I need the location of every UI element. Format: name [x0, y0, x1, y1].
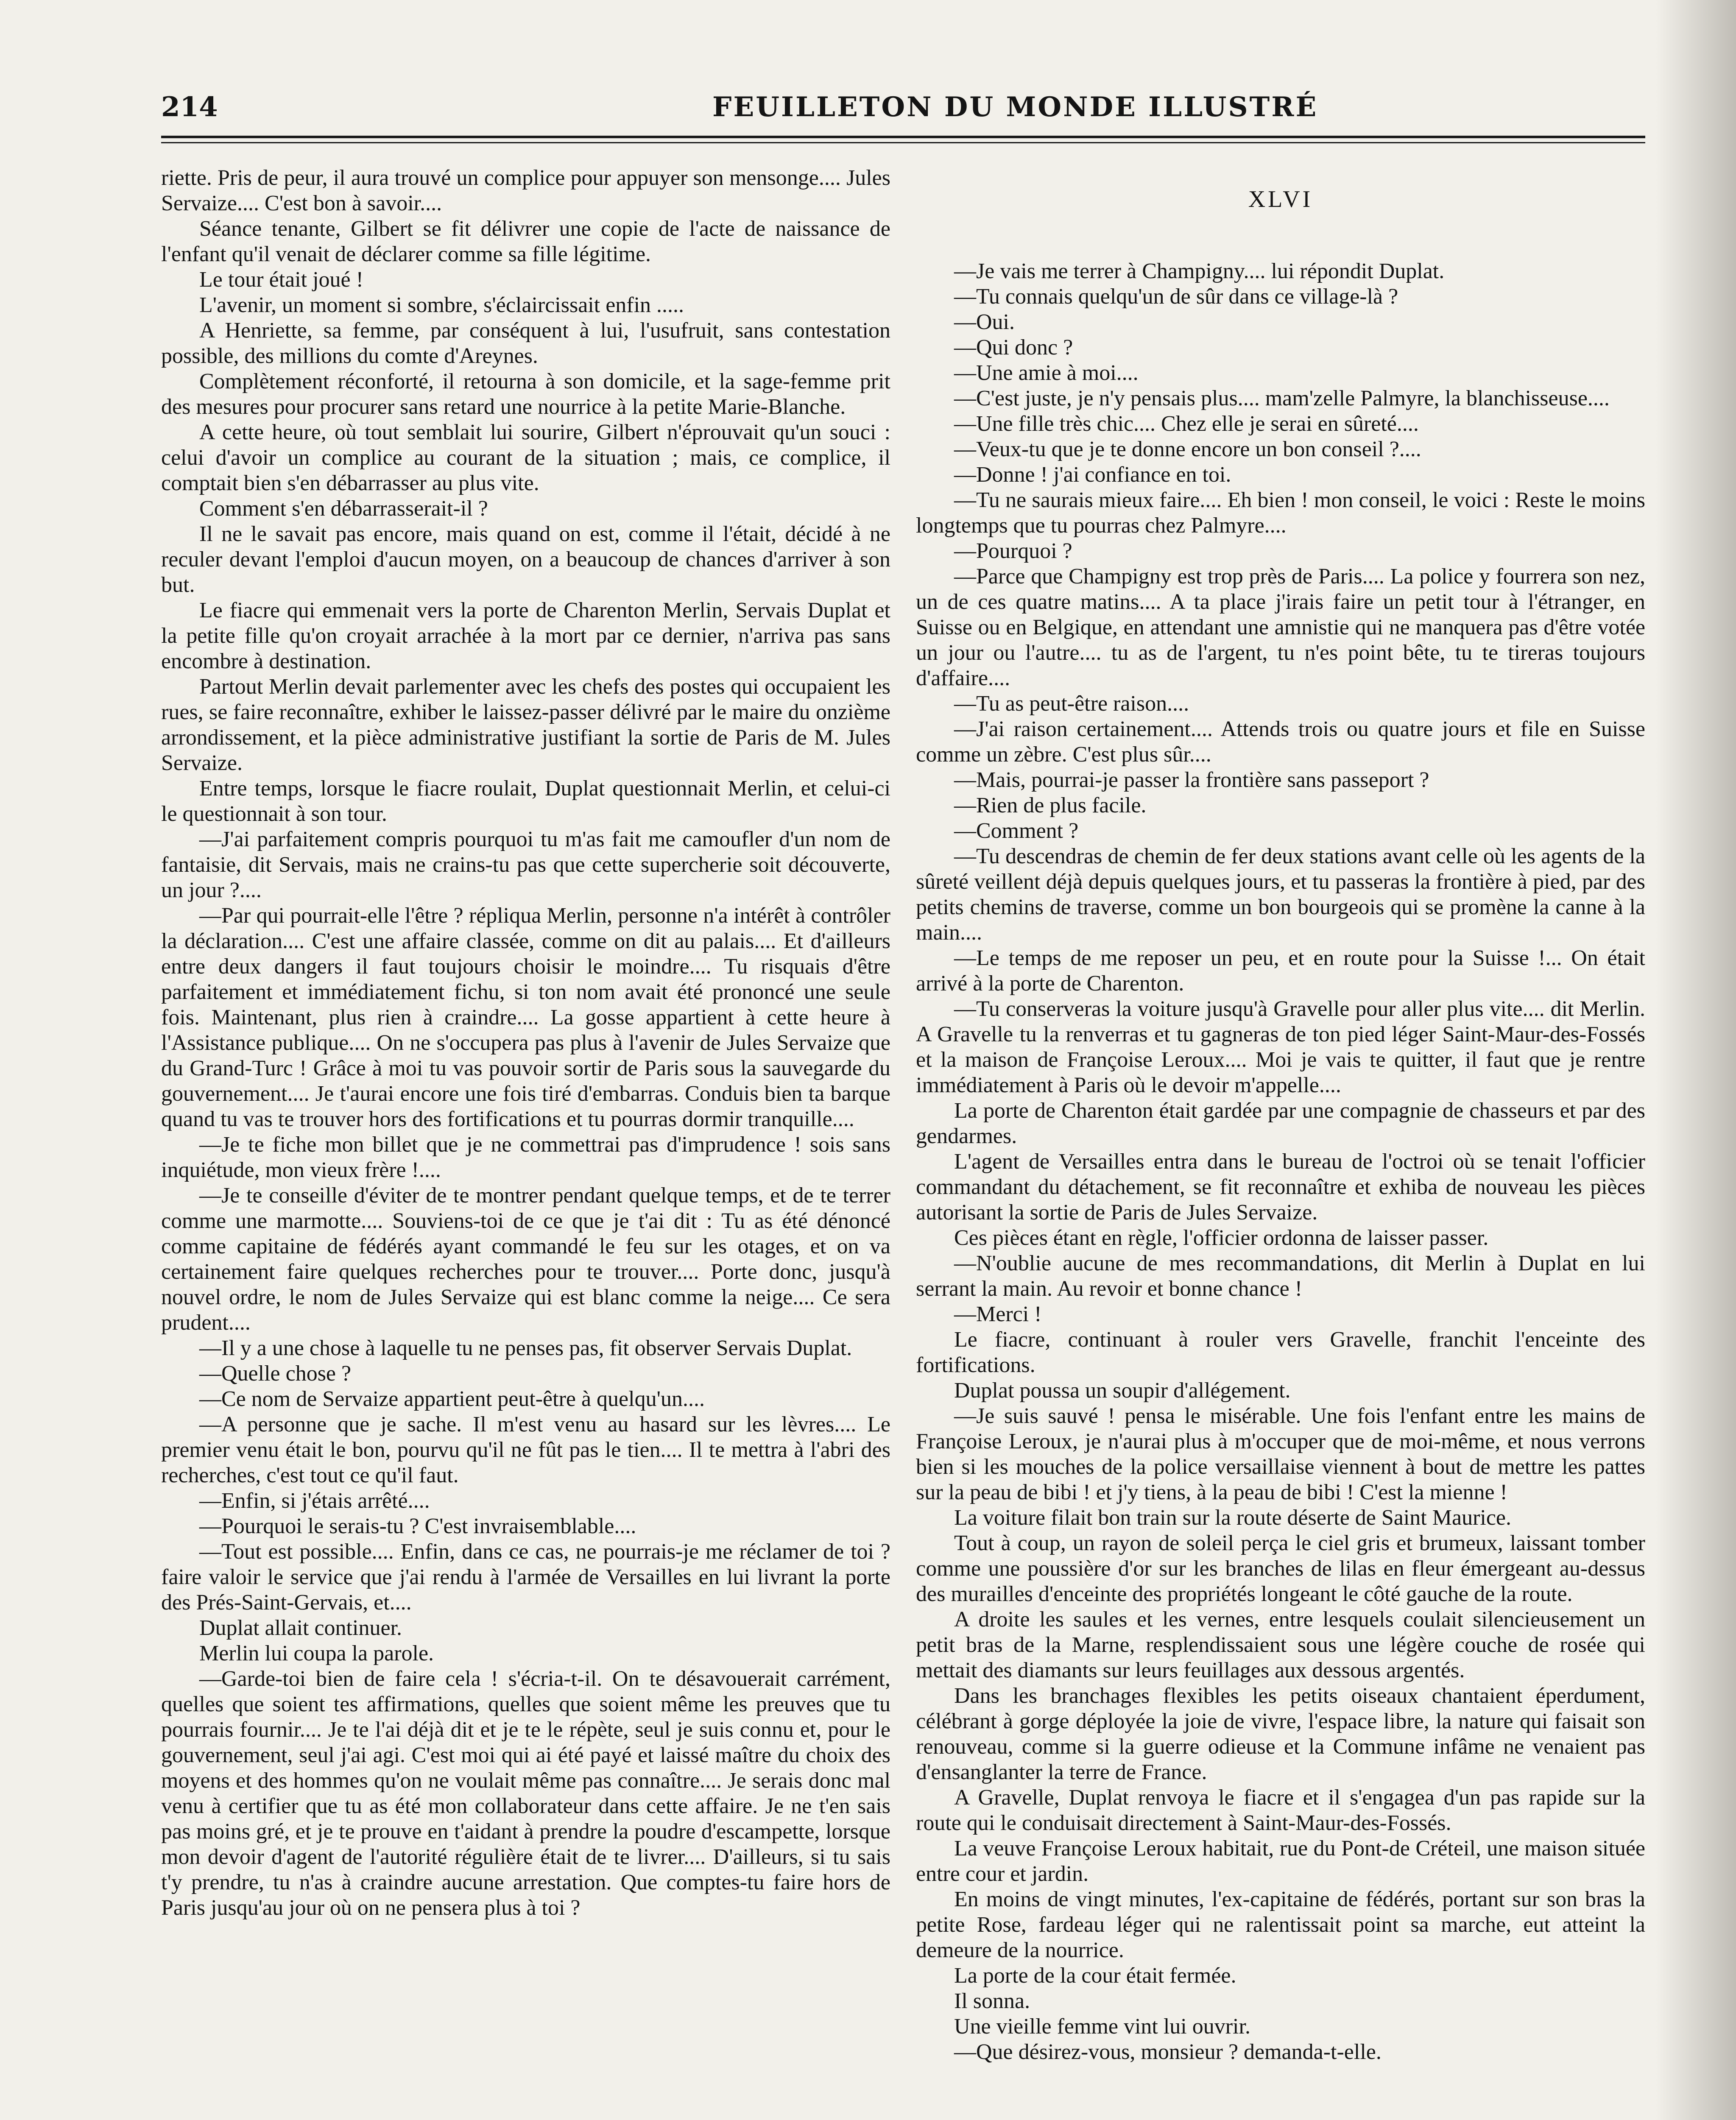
paragraph: —Par qui pourrait-elle l'être ? répliqua Merlin, personne n'a intérêt à contrôler la déclaration.... C'est une affaire classée, comme on dit au palais.... Et d'ailleurs entre deux dangers il faut toujours choisir le moindre.... Tu risquais d'être parfaitement et immédiatement fichu, si ton nom avait été prononcé une seule fois. Maintenant, plus rien à craindre.... La gosse appartient à cette heure à l'Assistance publique.... On ne s'occupera pas plus à l'avenir de Jules Servaize que du Grand-Turc ! Grâce à moi tu vas pouvoir sortir de Paris sous la sauvegarde du gouvernement.... Je t'aurai encore une fois tiré d'embarras. Conduis bien ta barque quand tu vas te trouver hors des fortifications et tu pourras dormir tranquille....: [161, 904, 890, 1131]
paragraph: Dans les branchages flexibles les petits oiseaux chantaient éperdument, célébrant à gorge déployée la joie de vivre, l'espace libre, la nature qui faisait son renouveau, comme si la guerre odieuse et la Commune infâme ne venaient pas d'ensanglanter la terre de France.: [916, 1684, 1645, 1784]
paragraph: —Mais, pourrai-je passer la frontière sans passeport ?: [954, 768, 1429, 792]
left-column: [161, 165, 890, 1921]
paragraph: L'avenir, un moment si sombre, s'éclaircissait enfin .....: [199, 293, 684, 317]
paragraph: Il sonna.: [954, 1989, 1030, 2013]
paragraph: La porte de Charenton était gardée par une compagnie de chasseurs et par des gendarmes.: [916, 1099, 1645, 1148]
paragraph: A cette heure, où tout semblait lui sourire, Gilbert n'éprouvait qu'un souci : celui d'avoir un complice au courant de la situation ; mais, ce complice, il comptait bien s'en débarrasser au plus vite.: [161, 420, 890, 495]
paragraph: —Tu connais quelqu'un de sûr dans ce village-là ?: [954, 285, 1398, 309]
paragraph: —Garde-toi bien de faire cela ! s'écria-t-il. On te désavouerait carrément, quelles que soient tes affirmations, quelles que soient même les preuves que tu pourrais fournir.... Je te l'ai déjà dit et je te le répète, seul je suis connu et, pour le gouvernement, seul j'ai agi. C'est moi qui ai été payé et laissé maître du choix des moyens et des hommes qu'on ne voulait même pas connaître.... Je serais donc mal venu à certifier que tu as été mon collaborateur dans cette affaire. Je ne t'en sais pas moins gré, et je te prouve en t'aidant à prendre la poudre d'escampette, lorsque mon devoir d'agent de l'autorité régulière était de te livrer.... D'ailleurs, si tu sais t'y prendre, tu n'as à craindre aucune arrestation. Que comptes-tu faire hors de Paris jusqu'au jour où on ne pensera plus à toi ?: [161, 1667, 890, 1920]
paragraph: —Tu descendras de chemin de fer deux stations avant celle où les agents de la sûreté veillent déjà depuis quelques jours, et tu passeras la frontière à pied, par des petits chemins de traverse, comme un bon bourgeois qui se promène la canne à la main....: [916, 844, 1645, 945]
header-rule-thick: [161, 136, 1645, 138]
paragraph: —Une fille très chic.... Chez elle je serai en sûreté....: [954, 412, 1419, 436]
paragraph: Merlin lui coupa la parole.: [199, 1641, 434, 1665]
paragraph: —Je te fiche mon billet que je ne commettrai pas d'imprudence ! sois sans inquiétude, mon vieux frère !....: [161, 1133, 890, 1182]
paragraph: —Je te conseille d'éviter de te montrer pendant quelque temps, et de te terrer comme une marmotte.... Souviens-toi de ce que je t'ai dit : Tu as été dénoncé comme capitaine de fédérés ayant commandé le feu sur les otages, et on va certainement faire quelques recherches pour te trouver.... Porte donc, jusqu'à nouvel ordre, le nom de Jules Servaize qui est blanc comme la neige.... Ce sera prudent....: [161, 1183, 890, 1335]
paragraph: —Qui donc ?: [954, 335, 1073, 360]
paragraph: L'agent de Versailles entra dans le bureau de l'octroi où se tenait l'officier commandant du détachement, se fit reconnaître et exhiba de nouveau les pièces autorisant la sortie de Paris de Jules Servaize.: [916, 1149, 1645, 1225]
header-rule-thin: [161, 142, 1645, 143]
paragraph: Partout Merlin devait parlementer avec les chefs des postes qui occupaient les rues, se faire reconnaître, exhiber le laissez-passer délivré par le maire du onzième arrondissement, et la pièce administrative justifiant la sortie de Paris de M. Jules Servaize.: [161, 675, 890, 775]
paragraph: Duplat poussa un soupir d'allégement.: [954, 1378, 1291, 1403]
paragraph: Complètement réconforté, il retourna à son domicile, et la sage-femme prit des mesures pour procurer sans retard une nourrice à la petite Marie-Blanche.: [161, 369, 890, 419]
paragraph: Le fiacre, continuant à rouler vers Gravelle, franchit l'enceinte des fortifications.: [916, 1328, 1645, 1377]
paragraph: Le tour était joué !: [199, 268, 363, 292]
paragraph: —Tu ne saurais mieux faire.... Eh bien ! mon conseil, le voici : Reste le moins longtemps que tu pourras chez Palmyre....: [916, 488, 1645, 538]
paragraph: Le fiacre qui emmenait vers la porte de Charenton Merlin, Servais Duplat et la petite fille qu'on croyait arrachée à la mort par ce dernier, n'arriva pas sans encombre à destination.: [161, 598, 890, 673]
journal-title: FEUILLETON DU MONDE ILLUSTRÉ: [712, 91, 1318, 123]
paragraph: —J'ai parfaitement compris pourquoi tu m'as fait me camoufler d'un nom de fantaisie, dit Servais, mais ne crains-tu pas que cette supercherie soit découverte, un jour ?....: [161, 827, 890, 902]
paragraph: —Une amie à moi....: [954, 361, 1139, 385]
paragraph: —Comment ?: [954, 819, 1079, 843]
paragraph: —Je vais me terrer à Champigny.... lui répondit Duplat.: [954, 259, 1445, 283]
page-edge-shadow: [1655, 0, 1736, 2120]
paragraph: —J'ai raison certainement.... Attends trois ou quatre jours et file en Suisse comme un zèbre. C'est plus sûr....: [916, 717, 1645, 767]
paragraph: —A personne que je sache. Il m'est venu au hasard sur les lèvres.... Le premier venu était le bon, pourvu qu'il ne fût pas le tien.... Il te mettra à l'abri des recherches, c'est tout ce qu'il faut.: [161, 1412, 890, 1487]
right-column-body: [916, 259, 1645, 2065]
paragraph: Il ne le savait pas encore, mais quand on est, comme il l'était, décidé à ne reculer devant l'emploi d'aucun moyen, on a beaucoup de chances d'arriver à son but.: [161, 522, 890, 597]
paragraph: En moins de vingt minutes, l'ex-capitaine de fédérés, portant sur son bras la petite Rose, fardeau léger qui ne ralentissait point sa marche, eut atteint la demeure de la nourrice.: [916, 1887, 1645, 1962]
paragraph: Entre temps, lorsque le fiacre roulait, Duplat questionnait Merlin, et celui-ci le questionnait à son tour.: [161, 776, 890, 826]
chapter-heading: XLVI: [1248, 186, 1313, 212]
paragraph: La voiture filait bon train sur la route déserte de Saint Maurice.: [954, 1506, 1511, 1530]
paragraph: Ces pièces étant en règle, l'officier ordonna de laisser passer.: [954, 1226, 1489, 1250]
page-number: 214: [161, 91, 218, 123]
paragraph: —Enfin, si j'étais arrêté....: [199, 1489, 430, 1513]
right-column: [916, 187, 1645, 2065]
paragraph: A Henriette, sa femme, par conséquent à lui, l'usufruit, sans contestation possible, des millions du comte d'Areynes.: [161, 318, 890, 368]
page-header: [161, 91, 1645, 146]
paragraph: —Je suis sauvé ! pensa le misérable. Une fois l'enfant entre les mains de Françoise Leroux, je n'aurai plus à m'occuper que de moi-même, et nous verrons bien si les mouches de la police versaillaise viennent à bout de mettre les pattes sur la peau de bibi ! et j'y tiens, à la peau de bibi ! C'est la mienne !: [916, 1404, 1645, 1504]
paragraph: —Parce que Champigny est trop près de Paris.... La police y fourrera son nez, un de ces quatre matins.... A ta place j'irais faire un petit tour à l'étranger, en Suisse ou en Belgique, en attendant une amnistie qui ne manquera pas d'être votée un jour ou l'autre.... tu as de l'argent, tu n'es point bête, tu te tireras toujours d'affaire....: [916, 564, 1645, 690]
paragraph: —Tu as peut-être raison....: [954, 692, 1189, 716]
paragraph: —Donne ! j'ai confiance en toi.: [954, 463, 1231, 487]
paragraph: —Veux-tu que je te donne encore un bon conseil ?....: [954, 437, 1421, 461]
paragraph: A droite les saules et les vernes, entre lesquels coulait silencieusement un petit bras de la Marne, resplendissaient sous une légère couche de rosée qui mettait des diamants sur leurs feuillages aux dessous argentés.: [916, 1607, 1645, 1682]
paragraph: —Pourquoi ?: [954, 539, 1072, 563]
paragraph: —Oui.: [954, 310, 1015, 334]
paragraph: —Tu conserveras la voiture jusqu'à Gravelle pour aller plus vite.... dit Merlin. A Gravelle tu la renverras et tu gagneras de ton pied léger Saint-Maur-des-Fossés et la maison de Françoise Leroux.... Moi je vais te quitter, il faut que je rentre immédiatement à Paris où le devoir m'appelle....: [916, 997, 1645, 1097]
paragraph: La veuve Françoise Leroux habitait, rue du Pont-de Créteil, une maison située entre cour et jardin.: [916, 1836, 1645, 1886]
paragraph: —Ce nom de Servaize appartient peut-être à quelqu'un....: [199, 1387, 705, 1411]
paragraph: —Il y a une chose à laquelle tu ne penses pas, fit observer Servais Duplat.: [199, 1336, 852, 1360]
paragraph: —Merci !: [954, 1302, 1042, 1326]
paragraph: —Tout est possible.... Enfin, dans ce cas, ne pourrais-je me réclamer de toi ? faire valoir le service que j'ai rendu à l'armée de Versailles en lui livrant la porte des Prés-Saint-Gervais, et....: [161, 1540, 890, 1615]
paragraph: —Que désirez-vous, monsieur ? demanda-t-elle.: [954, 2040, 1382, 2064]
paragraph: —N'oublie aucune de mes recommandations, dit Merlin à Duplat en lui serrant la main. Au revoir et bonne chance !: [916, 1251, 1645, 1301]
paragraph: La porte de la cour était fermée.: [954, 1964, 1236, 1988]
paragraph: Tout à coup, un rayon de soleil perça le ciel gris et brumeux, laissant tomber comme une poussière d'or sur les branches de lilas en fleur émergeant au-dessus des murailles d'enceinte des propriétés longeant le côté gauche de la route.: [916, 1531, 1645, 1606]
paragraph: —Rien de plus facile.: [954, 793, 1147, 817]
paragraph: A Gravelle, Duplat renvoya le fiacre et il s'engagea d'un pas rapide sur la route qui le conduisait directement à Saint-Maur-des-Fossés.: [916, 1785, 1645, 1835]
paragraph: Comment s'en débarrasserait-il ?: [199, 497, 488, 521]
paragraph: Duplat allait continuer.: [199, 1616, 402, 1640]
paragraph: Séance tenante, Gilbert se fit délivrer une copie de l'acte de naissance de l'enfant qu'il venait de déclarer comme sa fille légitime.: [161, 217, 890, 266]
paragraph: —Quelle chose ?: [199, 1361, 352, 1386]
paragraph: —Le temps de me reposer un peu, et en route pour la Suisse !... On était arrivé à la porte de Charenton.: [916, 946, 1645, 996]
paragraph: —Pourquoi le serais-tu ? C'est invraisemblable....: [199, 1514, 636, 1538]
paragraph: riette. Pris de peur, il aura trouvé un complice pour appuyer son mensonge.... Jules Servaize.... C'est bon à savoir....: [161, 166, 890, 215]
paragraph: —C'est juste, je n'y pensais plus.... mam'zelle Palmyre, la blanchisseuse....: [954, 386, 1610, 410]
paragraph: Une vieille femme vint lui ouvrir.: [954, 2014, 1250, 2039]
